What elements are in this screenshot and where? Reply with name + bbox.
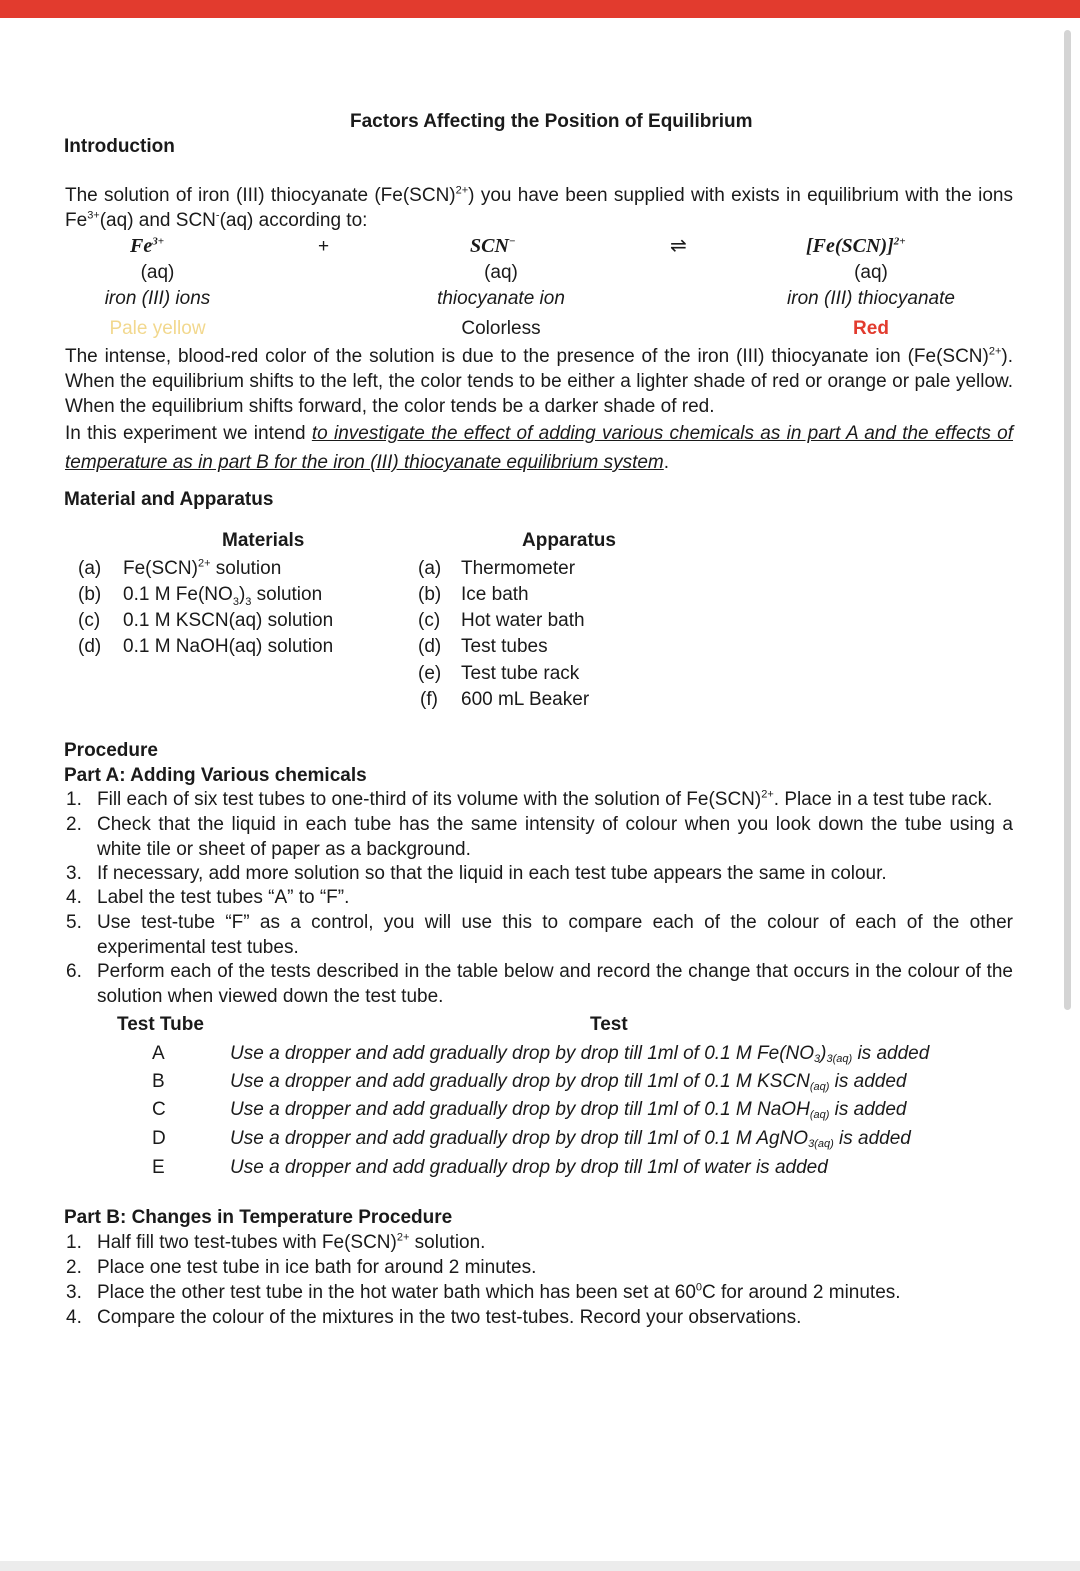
table-row: Use a dropper and add gradually drop by drop till 1ml of 0.1 M AgNO$_{3(aq)}$ is added bbox=[230, 1128, 911, 1150]
scrollbar[interactable] bbox=[1060, 18, 1080, 1539]
introduction-heading: Introduction bbox=[64, 136, 175, 157]
list-item: Place the other test tube in the hot water bath which has been set at $60^0C$ for around 2 minutes. bbox=[97, 1281, 901, 1303]
reactant-scn-color: Colorless bbox=[461, 318, 541, 339]
intro-paragraph: The solution of iron (III) thiocyanate (Fe(SCN)$^{2+}$) you have been supplied with exists in equilibrium with the ions $Fe^{3+}(aq)$ and SCN-(aq) according to: bbox=[65, 184, 1013, 231]
step-number: 4. bbox=[66, 1307, 82, 1328]
list-item: Test tube rack bbox=[461, 663, 580, 684]
materials-heading: Materials bbox=[222, 530, 305, 551]
step-number: 3. bbox=[66, 863, 82, 884]
step-number: 3. bbox=[66, 1282, 82, 1303]
reactant-fe-name: iron (III) ions bbox=[104, 288, 211, 309]
list-item-letter: (c) bbox=[78, 610, 101, 631]
list-item-letter: (f) bbox=[420, 689, 438, 710]
list-item-letter: (d) bbox=[418, 636, 442, 657]
step-number: 2. bbox=[66, 1257, 82, 1278]
list-item: Fe(SCN)$^{2+}$ solution bbox=[123, 557, 282, 579]
bottom-bar bbox=[0, 1561, 1080, 1571]
table-row: Use a dropper and add gradually drop by drop till 1ml of 0.1 M NaOH$_{(aq)}$ is added bbox=[230, 1099, 907, 1121]
procedure-heading: Procedure bbox=[64, 740, 158, 761]
list-item-letter: (b) bbox=[78, 584, 102, 605]
product-name: iron (III) thiocyanate bbox=[787, 288, 955, 309]
list-item-letter: (a) bbox=[418, 558, 442, 579]
reactant-scn-name: thiocyanate ion bbox=[437, 288, 565, 309]
table-row-tube: E bbox=[152, 1157, 165, 1178]
list-item-letter: (a) bbox=[78, 558, 102, 579]
list-item: Ice bath bbox=[461, 584, 529, 605]
list-item: Fill each of six test tubes to one-third of its volume with the solution of Fe(SCN)$^{2+}$. Place in a test tube rack. bbox=[97, 788, 993, 810]
intro-paragraph-3: In this experiment we intend to investigate the effect of adding various chemicals as in part A and the effects of temperature as in part B for the iron (III) thiocyanate equilibrium system. bbox=[65, 423, 1014, 473]
list-item-letter: (c) bbox=[418, 610, 441, 631]
step-number: 1. bbox=[66, 1232, 82, 1253]
list-item: Compare the colour of the mixtures in the two test-tubes. Record your observations. bbox=[97, 1307, 802, 1328]
reactant-fe-formula: $Fe^{3+}$ bbox=[130, 235, 164, 257]
table-row-tube: B bbox=[152, 1071, 165, 1092]
column-header-test: Test bbox=[590, 1014, 628, 1035]
part-a-heading: Part A: Adding Various chemicals bbox=[64, 765, 367, 786]
equilibrium-arrow-icon: ⇌ bbox=[670, 235, 687, 257]
table-row-tube: C bbox=[152, 1099, 166, 1120]
list-item-letter: (b) bbox=[418, 584, 442, 605]
list-item: Place one test tube in ice bath for around 2 minutes. bbox=[97, 1257, 537, 1278]
reactant-scn-formula: SCN− bbox=[470, 235, 516, 257]
table-row: Use a dropper and add gradually drop by drop till 1ml of 0.1 M $KSCN_{(aq)}$ is added bbox=[230, 1071, 907, 1093]
product-color: Red bbox=[853, 318, 889, 339]
list-item: Check that the liquid in each tube has the same intensity of colour when you look down the tube using a white tile or sheet of paper as a background. bbox=[97, 814, 1013, 860]
step-number: 2. bbox=[66, 814, 82, 835]
list-item: If necessary, add more solution so that the liquid in each test tube appears the same in colour. bbox=[97, 863, 887, 884]
list-item: 0.1 M $Fe(NO_3)_3$ solution bbox=[123, 584, 323, 608]
table-row: Use a dropper and add gradually drop by drop till 1ml of 0.1 M $Fe(NO_3)_{3(aq)}$ is added bbox=[230, 1043, 930, 1065]
list-item: Half fill two test-tubes with Fe(SCN)$^{2+}$ solution. bbox=[97, 1231, 486, 1253]
product-formula: $[Fe(SCN)]^{2+}$ bbox=[806, 235, 906, 257]
list-item: Test tubes bbox=[461, 636, 548, 657]
product-state: (aq) bbox=[854, 262, 888, 283]
reactant-scn-state: (aq) bbox=[484, 262, 518, 283]
reactant-fe-color: Pale yellow bbox=[109, 318, 206, 339]
part-b-heading: Part B: Changes in Temperature Procedure bbox=[64, 1207, 453, 1228]
column-header-test-tube: Test Tube bbox=[117, 1014, 204, 1035]
list-item: Hot water bath bbox=[461, 610, 585, 631]
scrollbar-thumb[interactable] bbox=[1064, 30, 1071, 1010]
table-row-tube: A bbox=[152, 1043, 165, 1064]
plus-sign: + bbox=[318, 236, 330, 257]
list-item: Use test-tube “F” as a control, you will use this to compare each of the colour of each of the other experimental test tubes. bbox=[97, 912, 1013, 958]
list-item: Label the test tubes “A” to “F”. bbox=[97, 887, 350, 908]
list-item: 0.1 M NaOH(aq) solution bbox=[123, 636, 334, 657]
list-item: Thermometer bbox=[461, 558, 576, 579]
step-number: 5. bbox=[66, 912, 82, 933]
reactant-fe-state: (aq) bbox=[140, 262, 175, 283]
materials-section-heading: Material and Apparatus bbox=[64, 489, 274, 510]
list-item-letter: (d) bbox=[78, 636, 102, 657]
list-item-letter: (e) bbox=[418, 663, 442, 684]
intro-paragraph-2: The intense, blood-red color of the solution is due to the presence of the iron (III) thiocyanate ion (Fe(SCN)$^{2+}$). When the equilibrium shifts to the left, the color tends to be either a lighter shade of red or orange or pale yellow. When the equilibrium shifts forward, the color tends be a darker shade of red. bbox=[65, 345, 1013, 417]
table-row-tube: D bbox=[152, 1128, 166, 1149]
list-item: 600 mL Beaker bbox=[461, 689, 590, 710]
step-number: 4. bbox=[66, 887, 82, 908]
list-item: Perform each of the tests described in the table below and record the change that occurs in the colour of the solution when viewed down the test tube. bbox=[97, 961, 1013, 1007]
list-item: 0.1 M KSCN(aq) solution bbox=[123, 610, 334, 631]
top-accent-bar bbox=[0, 0, 1080, 18]
page-title: Factors Affecting the Position of Equilibrium bbox=[350, 111, 753, 132]
step-number: 6. bbox=[66, 961, 82, 982]
apparatus-heading: Apparatus bbox=[522, 530, 616, 551]
table-row: Use a dropper and add gradually drop by drop till 1ml of water is added bbox=[230, 1157, 828, 1178]
step-number: 1. bbox=[66, 789, 82, 810]
